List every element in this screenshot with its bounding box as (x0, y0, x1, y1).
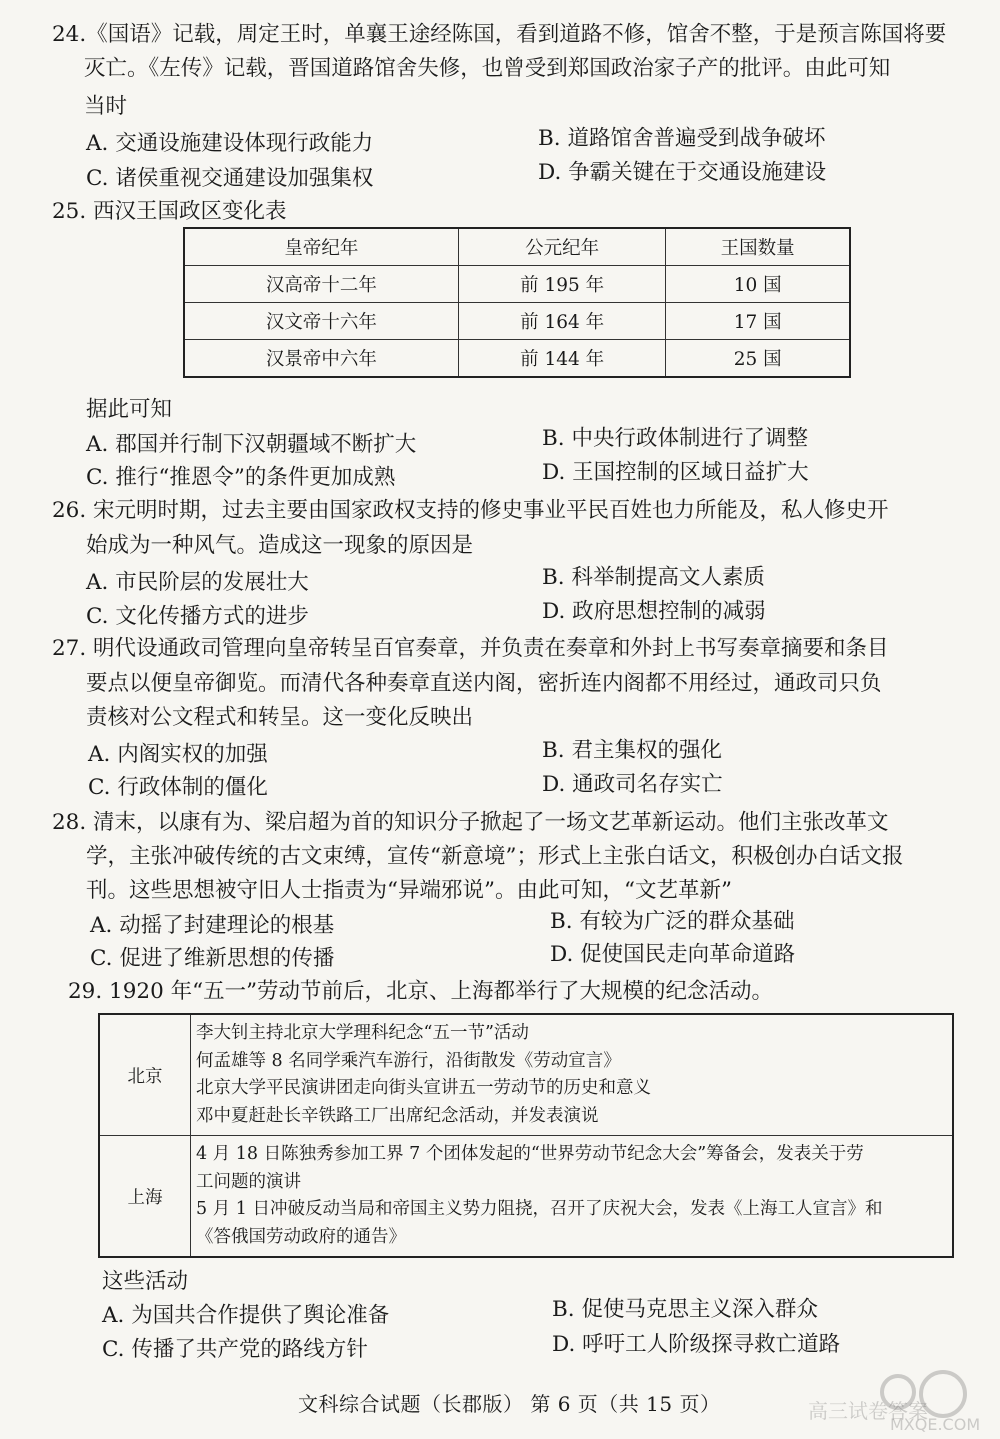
q25-stem: 据此可知 (86, 397, 173, 422)
q29-stem: 这些活动 (102, 1269, 189, 1294)
table-line: 北京大学平民演讲团走向街头宣讲五一劳动节的历史和意义 (196, 1078, 651, 1098)
table-cell: 前 144 年 (458, 340, 665, 378)
table-header-cell: 皇帝纪年 (184, 228, 458, 266)
q24-stem-line-1: 24.《国语》记载，周定王时，单襄王途经陈国，看到道路不修，馆舍不整，于是预言陈国将要 (52, 22, 947, 47)
q27-stem-line-3: 责核对公文程式和转呈。这一变化反映出 (86, 705, 474, 730)
q29-option-a: A. 为国共合作提供了舆论准备 (102, 1303, 390, 1328)
q25-option-c: C. 推行“推恩令”的条件更加成熟 (86, 465, 396, 490)
page-footer: 文科综合试题（长郡版） 第 6 页（共 15 页） (298, 1392, 721, 1416)
q29-option-b: B. 促使马克思主义深入群众 (552, 1297, 818, 1322)
q27-stem-line-2: 要点以便皇帝御览。而清代各种奏章直送内阁，密折连内阁都不用经过，通政司只负 (86, 671, 882, 696)
q27-option-b: B. 君主集权的强化 (542, 738, 722, 763)
table-line: 邓中夏赶赴长辛铁路工厂出席纪念活动，并发表演说 (196, 1105, 599, 1126)
table-cell: 汉景帝中六年 (184, 340, 458, 378)
table-cell: 汉高帝十二年 (184, 266, 458, 303)
q24-option-d: D. 争霸关键在于交通设施建设 (538, 160, 827, 185)
q25-title: 25. 西汉王国政区变化表 (52, 199, 287, 224)
table-cell: 17 国 (666, 303, 850, 340)
q24-option-b: B. 道路馆舍普遍受到战争破坏 (538, 126, 826, 151)
table-cell (191, 1014, 954, 1136)
table-header-row (184, 228, 850, 266)
q28-stem-line-1: 28. 清末，以康有为、梁启超为首的知识分子掀起了一场文艺革新运动。他们主张改革文 (52, 810, 889, 835)
q27-option-c: C. 行政体制的僵化 (88, 775, 268, 800)
table-row (184, 340, 850, 378)
q24-stem-line-2: 灭亡。《左传》记载，晋国道路馆舍失修，也曾受到郑国政治家子产的批评。由此可知 (84, 56, 891, 81)
q28-option-d: D. 促使国民走向革命道路 (550, 942, 796, 967)
q26-option-a: A. 市民阶层的发展壮大 (86, 570, 309, 595)
table-line: 4 月 18 日陈独秀参加工界 7 个团体发起的“世界劳动节纪念大会”筹备会，发表关于劳 (196, 1144, 864, 1164)
q26-option-c: C. 文化传播方式的进步 (86, 604, 309, 629)
q26-stem-line-2: 始成为一种风气。造成这一现象的原因是 (86, 533, 474, 558)
table-line: 《答俄国劳动政府的通告》 (196, 1226, 406, 1247)
table-header-cell: 王国数量 (666, 228, 850, 266)
q25-option-b: B. 中央行政体制进行了调整 (542, 426, 808, 451)
table-line: 工问题的演讲 (196, 1171, 301, 1192)
q24-option-a: A. 交通设施建设体现行政能力 (86, 131, 374, 156)
table-cell: 25 国 (666, 340, 850, 378)
q29-option-c: C. 传播了共产党的路线方针 (102, 1337, 368, 1362)
watermark-site: MXQE.COM (890, 1415, 981, 1434)
q27-option-d: D. 通政司名存实亡 (542, 772, 723, 797)
table-line: 5 月 1 日冲破反动当局和帝国主义势力阻挠，召开了庆祝大会，发表《上海工人宣言》和 (196, 1199, 883, 1219)
q26-option-b: B. 科举制提高文人素质 (542, 565, 765, 590)
q25-option-d: D. 王国控制的区域日益扩大 (542, 460, 809, 485)
table-row (99, 1014, 953, 1136)
q28-stem-line-2: 学，主张冲破传统的古文束缚，宣传“新意境”；形式上主张白话文，积极创办白话文报 (86, 844, 904, 869)
q29-table (98, 1013, 954, 1258)
q26-stem-line-1: 26. 宋元明时期，过去主要由国家政权支持的修史事业平民百姓也力所能及，私人修史开 (52, 498, 889, 523)
q24-option-c: C. 诸侯重视交通建设加强集权 (86, 166, 374, 191)
watermark-corner: 高三试卷答案 (808, 1399, 928, 1423)
table-row (99, 1136, 953, 1258)
q28-option-a: A. 动摇了封建理论的根基 (90, 913, 335, 938)
q29-title: 29. 1920 年“五一”劳动节前后，北京、上海都举行了大规模的纪念活动。 (68, 979, 774, 1004)
table-line: 何孟雄等 8 名同学乘汽车游行，沿街散发《劳动宣言》 (196, 1050, 621, 1071)
q27-stem-line-1: 27. 明代设通政司管理向皇帝转呈百官奏章，并负责在奏章和外封上书写奏章摘要和条目 (52, 636, 889, 661)
q27-option-a: A. 内阁实权的加强 (88, 742, 268, 767)
table-cell (191, 1136, 954, 1258)
q29-option-d: D. 呼吁工人阶级探寻救亡道路 (552, 1332, 841, 1357)
q25-table (183, 227, 851, 378)
table-row (184, 266, 850, 303)
table-line: 李大钊主持北京大学理科纪念“五一节”活动 (196, 1023, 529, 1043)
table-header-cell: 公元纪年 (458, 228, 665, 266)
table-row (184, 303, 850, 340)
table-cell: 汉文帝十六年 (184, 303, 458, 340)
table-cell: 前 164 年 (458, 303, 665, 340)
table-cell: 10 国 (666, 266, 850, 303)
q28-option-c: C. 促进了维新思想的传播 (90, 946, 335, 971)
table-cell: 前 195 年 (458, 266, 665, 303)
q28-option-b: B. 有较为广泛的群众基础 (550, 909, 795, 934)
q26-option-d: D. 政府思想控制的减弱 (542, 599, 766, 624)
table-cell-city: 上海 (99, 1136, 191, 1258)
q28-stem-line-3: 刊。这些思想被守旧人士指责为“异端邪说”。由此可知，“文艺革新” (86, 878, 732, 903)
table-cell-city: 北京 (99, 1014, 191, 1136)
q25-option-a: A. 郡国并行制下汉朝疆域不断扩大 (86, 432, 417, 457)
q24-stem-line-3: 当时 (84, 94, 128, 119)
